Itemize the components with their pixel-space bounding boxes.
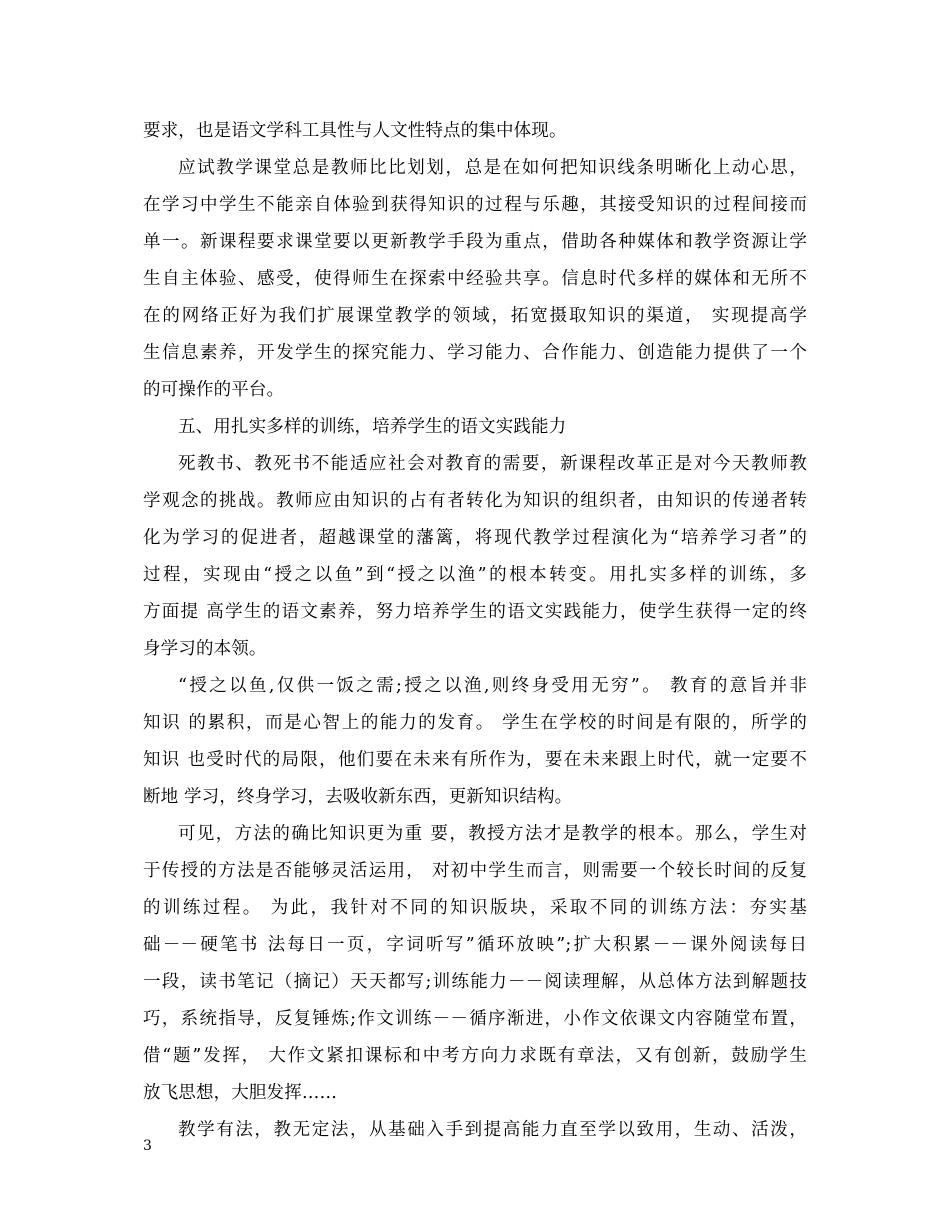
text-line: 学观念的挑战。教师应由知识的占有者转化为知识的组织者，由知识的传递者转	[143, 491, 807, 511]
page-number: 3	[143, 1138, 152, 1154]
text-line: 知识 也受时代的局限，他们要在未来有所作为，要在未来跟上时代，就一定要不	[143, 750, 807, 770]
text-line: 于传授的方法是否能够灵活运用， 对初中学生而言，则需要一个较长时间的反复	[143, 861, 807, 881]
text-line: 础－－硬笔书 法每日一页，字词听写”循环放映”;扩大积累－－课外阅读每日	[143, 935, 807, 955]
text-line: “授之以鱼,仅供一饭之需;授之以渔,则终身受用无穷”。 教育的意旨并非	[178, 676, 807, 696]
text-line: 放飞思想，大胆发挥……	[143, 1083, 338, 1103]
text-line: 化为学习的促进者，超越课堂的藩篱，将现代教学过程演化为“培养学习者”的	[143, 528, 807, 548]
text-line: 巧，系统指导，反复锤炼;作文训练－－循序渐进，小作文依课文内容随堂布置，	[143, 1009, 807, 1029]
text-line: 在学习中学生不能亲自体验到获得知识的过程与乐趣，其接受知识的过程间接而	[143, 195, 807, 215]
text-line: 死教书、教死书不能适应社会对教育的需要，新课程改革正是对今天教师教	[178, 454, 807, 474]
text-line: 的可操作的平台。	[143, 380, 285, 400]
text-line: 一段，读书笔记（摘记）天天都写;训练能力－－阅读理解，从总体方法到解题技	[143, 972, 807, 992]
text-line: 过程，实现由“授之以鱼”到“授之以渔”的根本转变。用扎实多样的训练，多	[143, 565, 807, 585]
text-line: 的训练过程。 为此，我针对不同的知识版块，采取不同的训练方法：夯实基	[143, 898, 807, 918]
text-line: 可见，方法的确比知识更为重 要，教授方法才是教学的根本。那么，学生对	[178, 824, 807, 844]
text-line: 要求，也是语文学科工具性与人文性特点的集中体现。	[143, 121, 567, 141]
body-text	[143, 113, 807, 1149]
text-line: 知识 的累积，而是心智上的能力的发育。 学生在学校的时间是有限的，所学的	[143, 713, 807, 733]
text-line: 生信息素养，开发学生的探究能力、学习能力、合作能力、创造能力提供了一个	[143, 343, 807, 363]
text-line: 应试教学课堂总是教师比比划划，总是在如何把知识线条明晰化上动心思，	[178, 158, 807, 178]
text-line: 单一。新课程要求课堂要以更新教学手段为重点，借助各种媒体和教学资源让学	[143, 232, 807, 252]
text-line: 方面提 高学生的语文素养，努力培养学生的语文实践能力，使学生获得一定的终	[143, 602, 807, 622]
text-line: 五、用扎实多样的训练，培养学生的语文实践能力	[178, 417, 567, 437]
text-line: 生自主体验、感受，使得师生在探索中经验共享。信息时代多样的媒体和无所不	[143, 269, 807, 289]
text-line: 身学习的本领。	[143, 639, 267, 659]
text-line: 在的网络正好为我们扩展课堂教学的领域，拓宽摄取知识的渠道， 实现提高学	[143, 306, 807, 326]
text-line: 断地 学习，终身学习，去吸收新东西，更新知识结构。	[143, 787, 573, 807]
text-line: 教学有法，教无定法，从基础入手到提高能力直至学以致用，生动、活泼，	[178, 1120, 807, 1140]
text-line: 借“题”发挥， 大作文紧扣课标和中考方向力求既有章法，又有创新，鼓励学生	[143, 1046, 807, 1066]
